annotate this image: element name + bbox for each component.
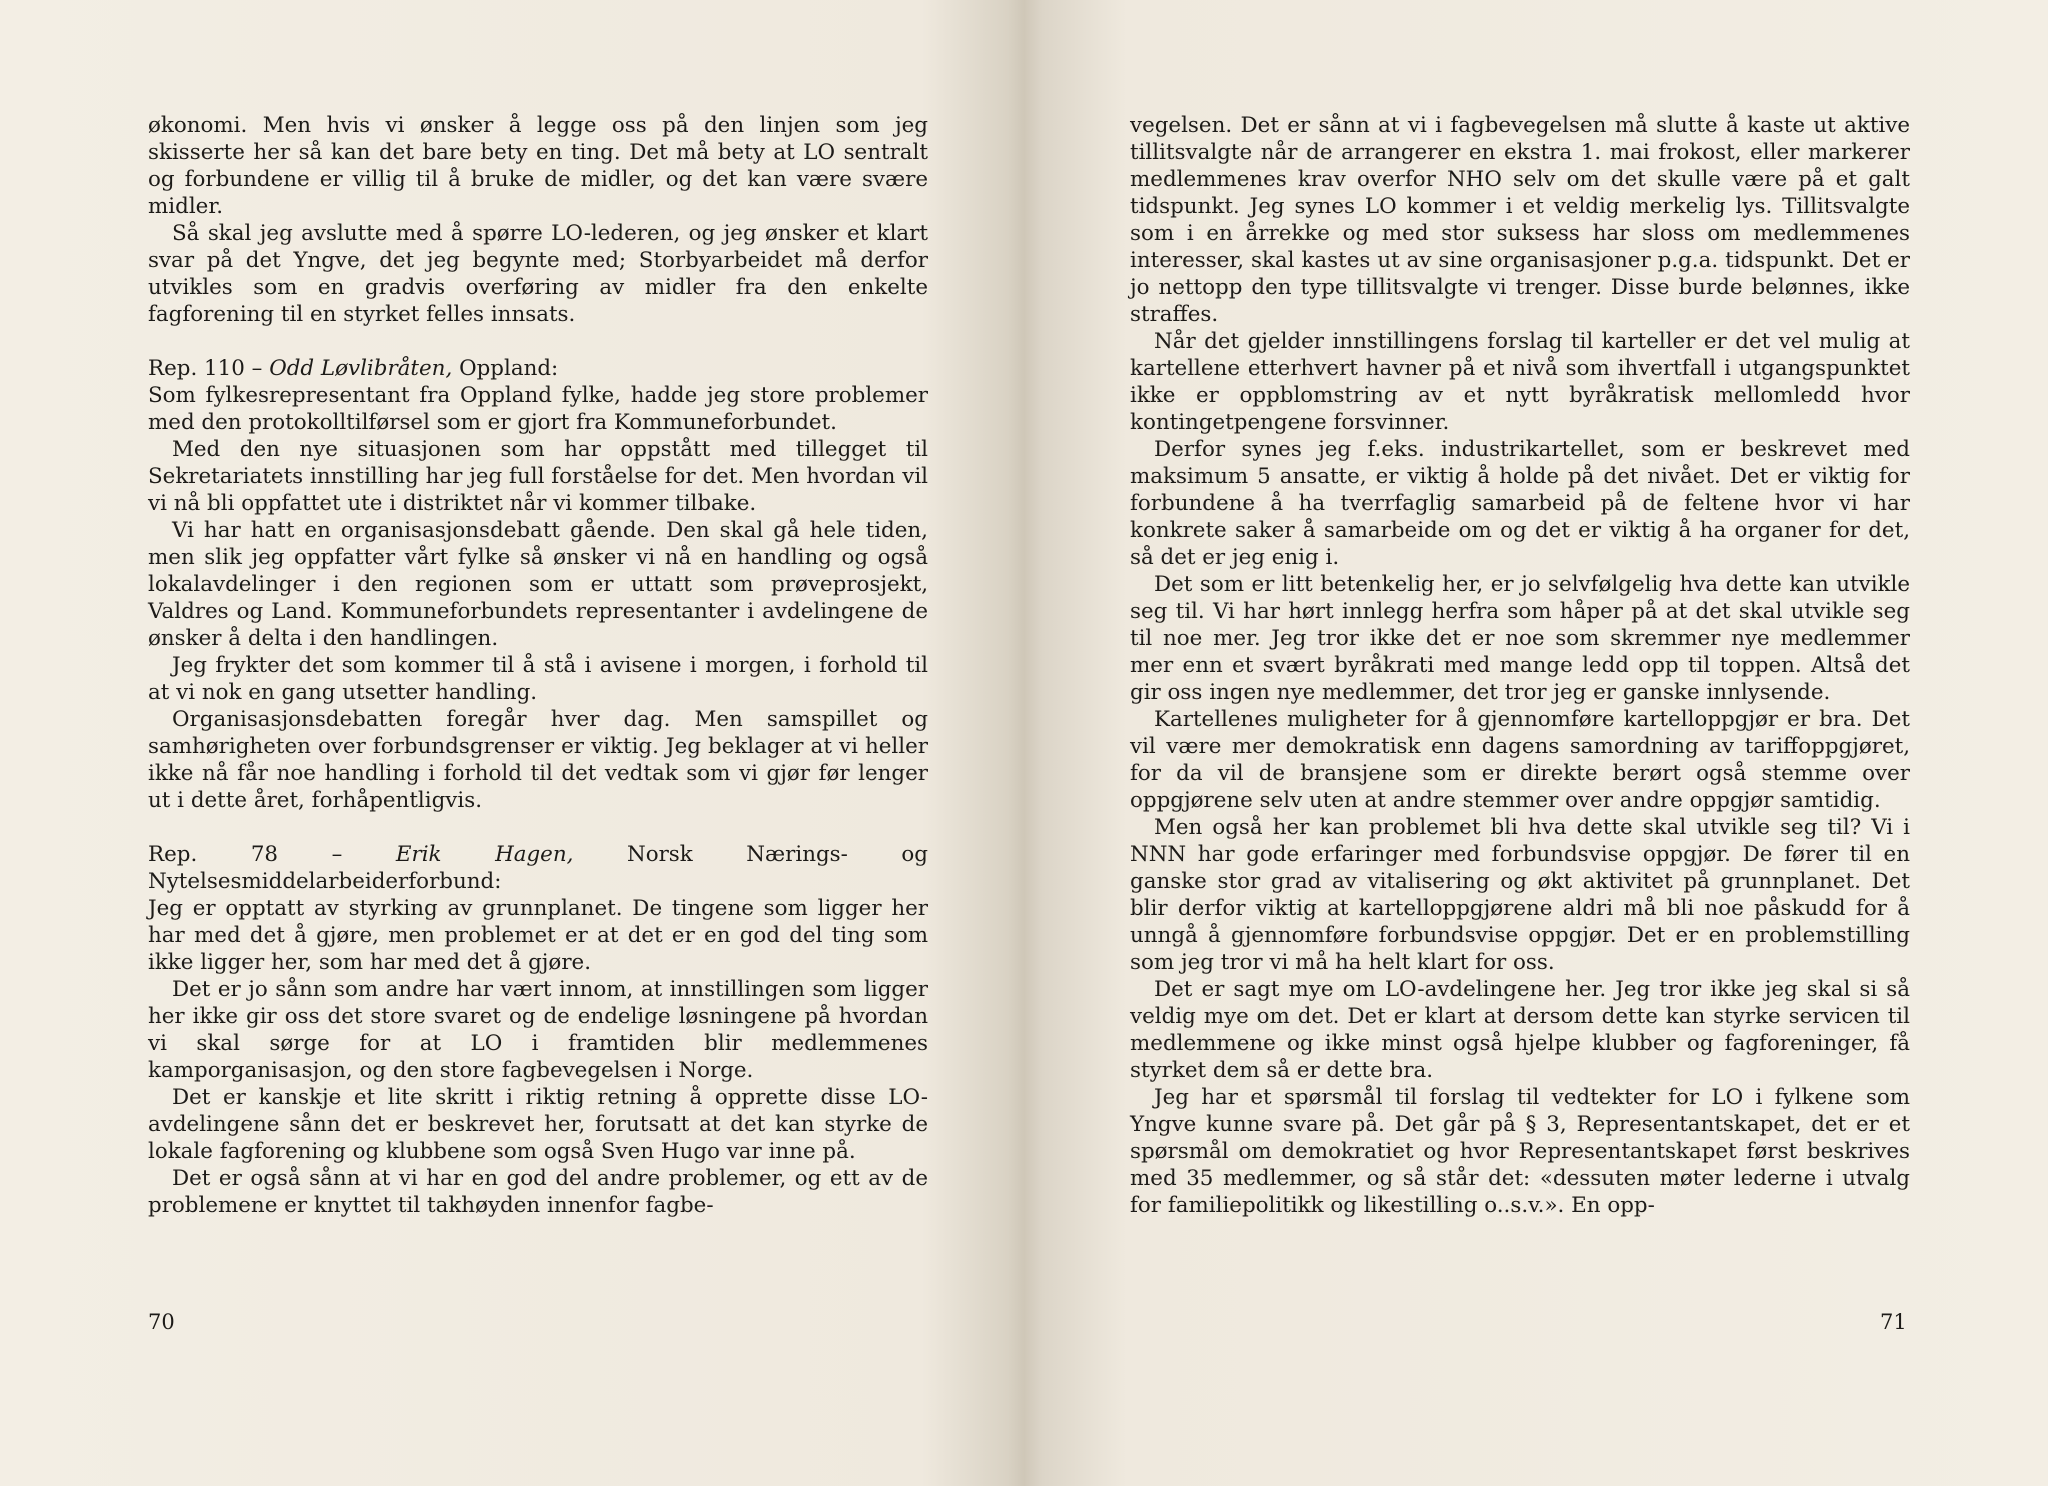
speaker-rep-number: Rep. 110 – (148, 356, 270, 381)
paragraph: Vi har hatt en organisasjonsdebatt gående. Den skal gå hele tiden, men slik jeg oppfatter vårt fylke så ønsker vi nå en handling og også lokalavdelinger i den regionen som er uttatt som prøveprosjekt, Valdres og Land. Kommuneforbundets representanter i avdelingene de ønsker å delta i den handlingen. (148, 518, 928, 651)
paragraph: Det er kanskje et lite skritt i riktig retning å opprette disse LO-avdelingene sånn det er beskrevet her, forutsatt at det kan styrke de lokale fagforening og klubbene som også Sven Hugo var inne på. (148, 1085, 928, 1164)
right-page (1130, 112, 1910, 1219)
paragraph: Jeg har et spørsmål til forslag til vedtekter for LO i fylkene som Yngve kunne svare på. Det går på § 3, Representantskapet, det er et spørsmål om demokratiet og hvor Representantskapet først beskrives med 35 medlemmer, og så står det: «dessuten møter lederne i utvalg for familiepolitikk og likestilling o..s.v.». En opp- (1130, 1085, 1910, 1218)
speaker-name: Erik Hagen, (395, 842, 574, 867)
paragraph: Derfor synes jeg f.eks. industrikartellet, som er beskrevet med maksimum 5 ansatte, er viktig å holde på det nivået. Det er viktig for forbundene å ha tverrfaglig samarbeid på de feltene hvor vi har konkrete saker å samarbeide om og det er viktig å ha organer for det, så det er jeg enig i. (1130, 437, 1910, 570)
page-number-right: 71 (1880, 1310, 1907, 1334)
spacer (148, 328, 928, 355)
paragraph: Det er også sånn at vi har en god del andre problemer, og ett av de problemene er knyttet til takhøyden innenfor fagbe- (148, 1166, 928, 1218)
paragraph: Men også her kan problemet bli hva dette skal utvikle seg til? Vi i NNN har gode erfaringer med forbundsvise oppgjør. De fører til en ganske stor grad av vitalisering og økt aktivitet på grunnplanet. Det blir derfor viktig at kartelloppgjørene aldri må bli noe påskudd for å unngå å gjennomføre forbundsvise oppgjør. Det er en problemstilling som jeg tror vi må ha helt klart for oss. (1130, 815, 1910, 975)
speaker-affiliation: Norsk Nærings- og Nytelsesmiddelarbeiderforbund: (148, 842, 929, 894)
paragraph: Som fylkesrepresentant fra Oppland fylke, hadde jeg store problemer med den protokolltilførsel som er gjort fra Kommuneforbundet. (148, 383, 928, 435)
paragraph: vegelsen. Det er sånn at vi i fagbevegelsen må slutte å kaste ut aktive tillitsvalgte når de arrangerer en ekstra 1. mai frokost, eller markerer medlemmenes krav overfor NHO selv om det skulle være på et galt tidspunkt. Jeg synes LO kommer i et veldig merkelig lys. Tillitsvalgte som i en årrekke og med stor suksess har sloss om medlemmenes interesser, skal kastes ut av sine organisasjoner p.g.a. tidspunkt. Det er jo nettopp den type tillitsvalgte vi trenger. Disse burde belønnes, ikke straffes. (1130, 113, 1910, 327)
paragraph: Med den nye situasjonen som har oppstått med tillegget til Sekretariatets innstilling har jeg full forståelse for det. Men hvordan vil vi nå bli oppfattet ute i distriktet når vi kommer tilbake. (148, 437, 928, 516)
speaker-name: Odd Løvlibråten, (269, 356, 453, 381)
spacer (148, 814, 928, 841)
speaker-heading (148, 355, 928, 382)
paragraph: Kartellenes muligheter for å gjennomføre kartelloppgjør er bra. Det vil være mer demokratisk enn dagens samordning av tariffoppgjøret, for da vil de bransjene som er direkte berørt også stemme over oppgjørene selv uten at andre stemmer over andre oppgjør samtidig. (1130, 707, 1910, 813)
speaker-heading (148, 841, 928, 895)
speaker-rep-number: Rep. 78 – (148, 842, 396, 867)
paragraph: Det er jo sånn som andre har vært innom, at innstillingen som ligger her ikke gir oss det store svaret og de endelige løsningene på hvordan vi skal sørge for at LO i framtiden blir medlemmenes kamporganisasjon, og den store fagbevegelsen i Norge. (148, 977, 928, 1083)
left-page (148, 112, 928, 1219)
paragraph: Når det gjelder innstillingens forslag til karteller er det vel mulig at kartellene etterhvert havner på et nivå som ihvertfall i utgangspunktet ikke er oppblomstring av et nytt byråkratisk mellomledd hvor kontingetpengene forsvinner. (1130, 329, 1910, 435)
paragraph: Det som er litt betenkelig her, er jo selvfølgelig hva dette kan utvikle seg til. Vi har hørt innlegg herfra som håper på at det skal utvikle seg til noe mer. Jeg tror ikke det er noe som skremmer nye medlemmer mer enn et svært byråkrati med mange ledd opp til toppen. Altså det gir oss ingen nye medlemmer, det tror jeg er ganske innlysende. (1130, 572, 1910, 705)
paragraph: Jeg er opptatt av styrking av grunnplanet. De tingene som ligger her har med det å gjøre, men problemet er at det er en god del ting som ikke ligger her, som har med det å gjøre. (148, 896, 928, 975)
paragraph: økonomi. Men hvis vi ønsker å legge oss på den linjen som jeg skisserte her så kan det bare bety en ting. Det må bety at LO sentralt og forbundene er villig til å bruke de midler, og det kan være svære midler. (148, 113, 928, 219)
paragraph: Det er sagt mye om LO-avdelingene her. Jeg tror ikke jeg skal si så veldig mye om det. Det er klart at dersom dette kan styrke servicen til medlemmene og ikke minst også hjelpe klubber og fagforeninger, få styrket dem så er dette bra. (1130, 977, 1910, 1083)
paragraph: Jeg frykter det som kommer til å stå i avisene i morgen, i forhold til at vi nok en gang utsetter handling. (148, 653, 928, 705)
speaker-affiliation: Oppland: (452, 356, 559, 381)
page-number-left: 70 (148, 1310, 175, 1334)
paragraph: Så skal jeg avslutte med å spørre LO-lederen, og jeg ønsker et klart svar på det Yngve, det jeg begynte med; Storbyarbeidet må derfor utvikles som en gradvis overføring av midler fra den enkelte fagforening til en styrket felles innsats. (148, 221, 928, 327)
paragraph: Organisasjonsdebatten foregår hver dag. Men samspillet og samhørigheten over forbundsgrenser er viktig. Jeg beklager at vi heller ikke nå får noe handling i forhold til det vedtak som vi gjør før lenger ut i dette året, forhåpentligvis. (148, 707, 928, 813)
